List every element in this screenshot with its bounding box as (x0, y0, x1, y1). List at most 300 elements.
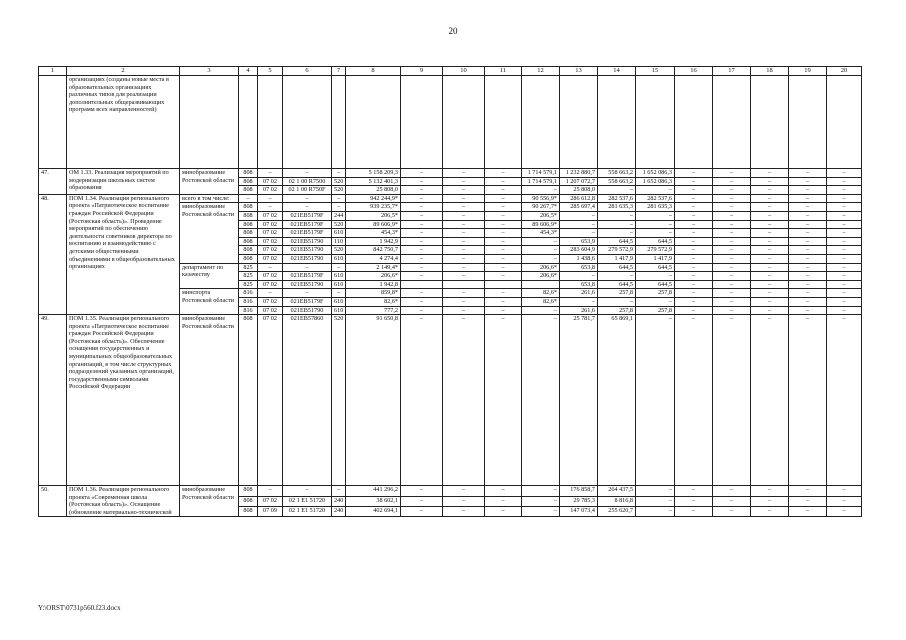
cell-col-15: 1 652 086,3 (636, 169, 675, 178)
cell-col-12: 1 714 579,1 (522, 169, 560, 178)
cell-col-10: – (443, 246, 485, 255)
cell-col-11: – (485, 289, 522, 298)
cell-col-6: 021EB51790 (283, 237, 332, 246)
cell-col-8: 859,8* (346, 289, 401, 298)
cell-col-9: – (401, 496, 443, 506)
cell-col-6: 021EB51790 (283, 280, 332, 289)
cell-col-6: – (283, 289, 332, 298)
cell-col-18: – (751, 237, 789, 246)
cell-col-11: – (485, 194, 522, 203)
cell-col-16: – (675, 186, 713, 195)
cell-col-18: – (751, 496, 789, 506)
cell-col-8: 4 274,4 (346, 254, 401, 263)
cell-col-16: – (675, 272, 713, 281)
cell-col-12: 90 267,7* (522, 203, 560, 212)
cell-col-9: – (401, 297, 443, 306)
cell-col-9: – (401, 246, 443, 255)
cell-col-15: 644,5 (636, 237, 675, 246)
cell-col-6: – (283, 263, 332, 272)
cell-col-5: – (258, 486, 283, 496)
cell-col-10: – (443, 297, 485, 306)
cell-col-15: – (636, 315, 675, 486)
cell-col-19: – (789, 280, 827, 289)
cell-col-18: – (751, 177, 789, 186)
cell-col-7: 520 (332, 246, 346, 255)
cell-col-9: – (401, 229, 443, 238)
page-number: 20 (448, 26, 458, 36)
cell-col-11: – (485, 229, 522, 238)
cell-col-13: – (560, 211, 598, 220)
cell-col-4: – (239, 194, 258, 203)
cell-col-16: – (675, 289, 713, 298)
cell-col-6: – (283, 194, 332, 203)
cell-col-11: – (485, 186, 522, 195)
cell-col-20: – (827, 194, 862, 203)
cell-col-13: 29 785,3 (560, 496, 598, 506)
cell-col-15: – (636, 297, 675, 306)
cell-col-11: – (485, 272, 522, 281)
cell-col-6: – (283, 203, 332, 212)
cell-col-5: – (258, 289, 283, 298)
cell-col-16: – (675, 169, 713, 178)
cell-col-13: 653,9 (560, 237, 598, 246)
cell-col-18: – (751, 220, 789, 229)
cell-col-18: – (751, 211, 789, 220)
cell-col-19: – (789, 496, 827, 506)
cell-col-15: – (636, 272, 675, 281)
cell-col-16: – (675, 177, 713, 186)
cell-col-8: 38 602,1 (346, 496, 401, 506)
cell-col-9 (401, 76, 443, 169)
cell-col-19: – (789, 220, 827, 229)
cell-col-13: 261,6 (560, 306, 598, 315)
column-number-row (39, 67, 862, 76)
cell-col-9: – (401, 194, 443, 203)
cell-col-4: 808 (239, 169, 258, 178)
cell-col-15: – (636, 496, 675, 506)
cell-col-14: 558 663,2 (598, 169, 636, 178)
cell-col-18: – (751, 229, 789, 238)
cell-col-9: – (401, 507, 443, 517)
cell-col-5: 07 02 (258, 246, 283, 255)
cell-col-12: – (522, 237, 560, 246)
cell-col-16: – (675, 254, 713, 263)
cell-col-11: – (485, 211, 522, 220)
cell-col-4: 808 (239, 315, 258, 486)
cell-col-16: – (675, 194, 713, 203)
cell-col-9: – (401, 254, 443, 263)
column-number-3: 3 (180, 67, 239, 76)
cell-col-15: 257,8 (636, 306, 675, 315)
cell-col-20: – (827, 496, 862, 506)
cell-col-20: – (827, 280, 862, 289)
cell-col-10: – (443, 229, 485, 238)
cell-col-17: – (713, 246, 751, 255)
column-number-10: 10 (443, 67, 485, 76)
cell-col-8: 206,5* (346, 211, 401, 220)
cell-col-9: – (401, 486, 443, 496)
cell-col-5: 07 02 (258, 237, 283, 246)
cell-col-11: – (485, 315, 522, 486)
cell-col-7: – (332, 289, 346, 298)
cell-col-17: – (713, 289, 751, 298)
cell-col-17: – (713, 306, 751, 315)
column-number-8: 8 (346, 67, 401, 76)
cell-col-20: – (827, 315, 862, 486)
cell-col-6: – (283, 169, 332, 178)
cell-col-5: 07 02 (258, 254, 283, 263)
cell-col-10: – (443, 220, 485, 229)
cell-col-13: 1 438,6 (560, 254, 598, 263)
cell-col-13: 147 073,4 (560, 507, 598, 517)
cell-col-12: – (522, 486, 560, 496)
cell-col-19: – (789, 211, 827, 220)
cell-col-11: – (485, 254, 522, 263)
cell-col-15: 282 537,6 (636, 194, 675, 203)
cell-col-19: – (789, 289, 827, 298)
cell-col-15: 279 572,9 (636, 246, 675, 255)
cell-col-9: – (401, 211, 443, 220)
cell-col-13: 261,6 (560, 289, 598, 298)
cell-col-20: – (827, 237, 862, 246)
cell-col-19: – (789, 254, 827, 263)
cell-col-14: – (598, 211, 636, 220)
cell-col-9: – (401, 306, 443, 315)
cell-col-7: 610 (332, 272, 346, 281)
cell-col-17: – (713, 315, 751, 486)
cell-col-11: – (485, 220, 522, 229)
cell-col-19: – (789, 203, 827, 212)
cell-col-18: – (751, 486, 789, 496)
cell-col-17: – (713, 254, 751, 263)
cell-col-4: 808 (239, 186, 258, 195)
cell-col-14: 255 620,7 (598, 507, 636, 517)
cell-col-7: 520 (332, 220, 346, 229)
executor: департамент по казачеству (180, 263, 239, 289)
column-number-16: 16 (675, 67, 713, 76)
cell-col-13: 653,8 (560, 263, 598, 272)
cell-col-5: 07 02 (258, 315, 283, 486)
cell-col-11: – (485, 486, 522, 496)
cell-col-4: 816 (239, 297, 258, 306)
cell-col-19: – (789, 272, 827, 281)
cell-col-11: – (485, 169, 522, 178)
cell-col-15 (636, 76, 675, 169)
cell-col-4 (239, 76, 258, 169)
cell-col-14: 65 869,1 (598, 315, 636, 486)
cell-col-20: – (827, 203, 862, 212)
cell-col-10 (443, 280, 485, 289)
cell-col-13: 283 604,9 (560, 246, 598, 255)
cell-col-5: 07 02 (258, 306, 283, 315)
cell-col-18: – (751, 507, 789, 517)
cell-col-5: 07 02 (258, 297, 283, 306)
cell-col-13: – (560, 272, 598, 281)
cell-col-12: – (522, 306, 560, 315)
cell-col-19 (789, 76, 827, 169)
cell-col-8: 777,2 (346, 306, 401, 315)
cell-col-3 (180, 76, 239, 169)
cell-col-6: 02 1 00 R7500 (283, 177, 332, 186)
cell-col-16: – (675, 315, 713, 486)
cell-col-6: 02 1 E1 51720 (283, 507, 332, 517)
cell-col-12: 82,6* (522, 289, 560, 298)
cell-col-18 (751, 76, 789, 169)
row-number: 50. (39, 486, 67, 517)
cell-col-12 (522, 76, 560, 169)
cell-col-8: 454,3* (346, 229, 401, 238)
cell-col-14: 644,5 (598, 263, 636, 272)
cell-col-13 (560, 76, 598, 169)
cell-col-7: 610 (332, 254, 346, 263)
cell-col-14: 279 572,9 (598, 246, 636, 255)
cell-col-11: – (485, 507, 522, 517)
cell-col-8: 939 235,7* (346, 203, 401, 212)
cell-col-19: – (789, 297, 827, 306)
cell-col-4: 808 (239, 254, 258, 263)
cell-col-8: 5 158 209,3 (346, 169, 401, 178)
cell-col-8 (346, 76, 401, 169)
cell-col-5: 07 02 (258, 211, 283, 220)
cell-col-5: 07 09 (258, 507, 283, 517)
cell-col-4: 808 (239, 177, 258, 186)
cell-col-14: – (598, 220, 636, 229)
cell-col-4: 808 (239, 486, 258, 496)
cell-col-12: – (522, 254, 560, 263)
cell-col-11: – (485, 496, 522, 506)
cell-col-6: 021EB51790 (283, 246, 332, 255)
cell-col-14 (598, 76, 636, 169)
cell-col-14: – (598, 297, 636, 306)
cell-col-13: 653,8 (560, 280, 598, 289)
cell-col-7: 240 (332, 496, 346, 506)
cell-col-17: – (713, 263, 751, 272)
cell-col-18: – (751, 289, 789, 298)
cell-col-4: 808 (239, 203, 258, 212)
row-number: 48. (39, 194, 67, 314)
cell-col-18: – (751, 169, 789, 178)
cell-col-5: 07 02 (258, 177, 283, 186)
cell-col-12: 206,6* (522, 263, 560, 272)
cell-col-12: – (522, 246, 560, 255)
column-number-6: 6 (283, 67, 332, 76)
cell-col-11: – (485, 306, 522, 315)
cell-col-5: 07 02 (258, 186, 283, 195)
cell-col-18: – (751, 272, 789, 281)
column-number-5: 5 (258, 67, 283, 76)
cell-col-11: – (485, 177, 522, 186)
cell-col-20: – (827, 263, 862, 272)
cell-col-4: 825 (239, 280, 258, 289)
cell-col-20: – (827, 306, 862, 315)
cell-col-11: – (485, 297, 522, 306)
cell-col-4: 808 (239, 507, 258, 517)
cell-col-17: – (713, 211, 751, 220)
cell-col-16: – (675, 507, 713, 517)
cell-col-15: – (636, 507, 675, 517)
cell-col-16: – (675, 496, 713, 506)
column-number-9: 9 (401, 67, 443, 76)
cell-col-4: 825 (239, 263, 258, 272)
cell-col-10: – (443, 496, 485, 506)
cell-col-8: 91 650,8 (346, 315, 401, 486)
row-number: 47. (39, 169, 67, 195)
table-row (39, 169, 862, 178)
cell-col-19: – (789, 169, 827, 178)
cell-col-7: 240 (332, 507, 346, 517)
cell-col-12: – (522, 315, 560, 486)
cell-col-4: 816 (239, 306, 258, 315)
cell-col-10: – (443, 177, 485, 186)
budget-table (38, 66, 862, 517)
table-row (39, 486, 862, 496)
cell-col-8: 1 942,9 (346, 237, 401, 246)
cell-col-4: 808 (239, 496, 258, 506)
cell-col-12: – (522, 186, 560, 195)
cell-col-20 (827, 76, 862, 169)
cell-col-18: – (751, 306, 789, 315)
cell-col-15: – (636, 186, 675, 195)
cell-col-4: 808 (239, 220, 258, 229)
cell-col-20: – (827, 507, 862, 517)
cell-col-20: – (827, 211, 862, 220)
cell-col-20: – (827, 272, 862, 281)
cell-col-10: – (443, 237, 485, 246)
cell-col-20: – (827, 229, 862, 238)
cell-col-17: – (713, 507, 751, 517)
cell-col-7: 520 (332, 177, 346, 186)
cell-col-12: – (522, 496, 560, 506)
cell-col-10: – (443, 263, 485, 272)
cell-col-10: – (443, 194, 485, 203)
cell-col-13: 25 808,0 (560, 186, 598, 195)
cell-col-19: – (789, 315, 827, 486)
cell-col-14: 257,8 (598, 306, 636, 315)
cell-col-19: – (789, 229, 827, 238)
cell-col-8: 82,6* (346, 297, 401, 306)
column-number-12: 12 (522, 67, 560, 76)
cell-col-20: – (827, 186, 862, 195)
cell-col-5: – (258, 203, 283, 212)
cell-col-12: 90 556,9* (522, 194, 560, 203)
cell-col-17 (713, 76, 751, 169)
cell-col-16: – (675, 280, 713, 289)
cell-col-5: 07 02 (258, 229, 283, 238)
cell-col-12: 206,5* (522, 211, 560, 220)
cell-col-11: – (485, 203, 522, 212)
cell-col-6 (283, 76, 332, 169)
cell-col-17: – (713, 496, 751, 506)
cell-col-8: 5 132 401,3 (346, 177, 401, 186)
cell-col-14: – (598, 186, 636, 195)
cell-col-20: – (827, 169, 862, 178)
cell-col-20: – (827, 297, 862, 306)
cell-col-17: – (713, 220, 751, 229)
cell-col-11 (485, 280, 522, 289)
executor: минобразование Ростовской области (180, 169, 239, 195)
event-name: ПОМ 1.35. Реализация регионального проекта «Патриотическое воспитание граждан Российской Федерации (Ростовская область)». Обеспечение оснащения государственных и муниципальных общеобразовательных организаций, в том числе структурных подразделений указанных организаций, государственными символами Российской Федерации (67, 315, 180, 486)
cell-col-9: – (401, 272, 443, 281)
cell-col-11: – (485, 263, 522, 272)
cell-col-16: – (675, 297, 713, 306)
column-number-11: 11 (485, 67, 522, 76)
cell-col-10: – (443, 315, 485, 486)
executor: минспорта Ростовской области (180, 289, 239, 315)
cell-col-14: 644,5 (598, 280, 636, 289)
cell-col-8: 1 942,8 (346, 280, 401, 289)
cell-col-4: 808 (239, 237, 258, 246)
cell-col-7: 520 (332, 186, 346, 195)
cell-col-16: – (675, 203, 713, 212)
cell-col-20: – (827, 486, 862, 496)
cell-col-16: – (675, 263, 713, 272)
executor: минобразование Ростовской области (180, 203, 239, 263)
cell-col-16 (675, 76, 713, 169)
cell-col-8: 2 149,4* (346, 263, 401, 272)
cell-col-5: 07 02 (258, 496, 283, 506)
cell-col-7: – (332, 263, 346, 272)
cell-col-14: 257,8 (598, 289, 636, 298)
cell-col-9: – (401, 186, 443, 195)
cell-col-10: – (443, 306, 485, 315)
event-name: организациях (созданы новые места в образовательных организациях различных типов для реализации дополнительных общеразвивающих программ всех направленностей) (67, 76, 180, 169)
cell-col-7: – (332, 194, 346, 203)
event-name: ПОМ 1.36. Реализация регионального проекта «Современная школа (Ростовская область)». Оснащение (обновление материально-технической (67, 486, 180, 517)
cell-col-11: – (485, 237, 522, 246)
cell-col-5: – (258, 263, 283, 272)
cell-col-14: – (598, 229, 636, 238)
cell-col-17: – (713, 229, 751, 238)
cell-col-19: – (789, 306, 827, 315)
cell-col-12: 1 714 579,1 (522, 177, 560, 186)
cell-col-10: – (443, 289, 485, 298)
cell-col-13: 176 858,7 (560, 486, 598, 496)
cell-col-19: – (789, 246, 827, 255)
cell-col-7: 520 (332, 315, 346, 486)
cell-col-5: 07 02 (258, 272, 283, 281)
cell-col-10: – (443, 203, 485, 212)
cell-col-15: 644,5 (636, 263, 675, 272)
cell-col-18: – (751, 280, 789, 289)
cell-col-8: 942 244,9* (346, 194, 401, 203)
cell-col-15: 1 652 086,3 (636, 177, 675, 186)
cell-col-16: – (675, 486, 713, 496)
cell-col-17: – (713, 186, 751, 195)
table-row-continuation (39, 76, 862, 169)
column-number-18: 18 (751, 67, 789, 76)
cell-col-20: – (827, 177, 862, 186)
cell-col-9: – (401, 169, 443, 178)
cell-col-7: – (332, 486, 346, 496)
cell-col-7: 610 (332, 297, 346, 306)
cell-col-19: – (789, 263, 827, 272)
cell-col-17: – (713, 203, 751, 212)
cell-col-7: 610 (332, 306, 346, 315)
cell-col-20: – (827, 254, 862, 263)
cell-col-18: – (751, 254, 789, 263)
column-number-20: 20 (827, 67, 862, 76)
cell-col-17: – (713, 486, 751, 496)
cell-col-13: – (560, 220, 598, 229)
cell-col-19: – (789, 237, 827, 246)
cell-col-6: – (283, 486, 332, 496)
cell-col-7: – (332, 169, 346, 178)
cell-col-4: 808 (239, 211, 258, 220)
cell-col-16: – (675, 220, 713, 229)
cell-col-15: 1 417,9 (636, 254, 675, 263)
cell-col-4: 816 (239, 289, 258, 298)
file-path-footer: Y:\ORST\0731p560.f23.docx (38, 604, 121, 612)
